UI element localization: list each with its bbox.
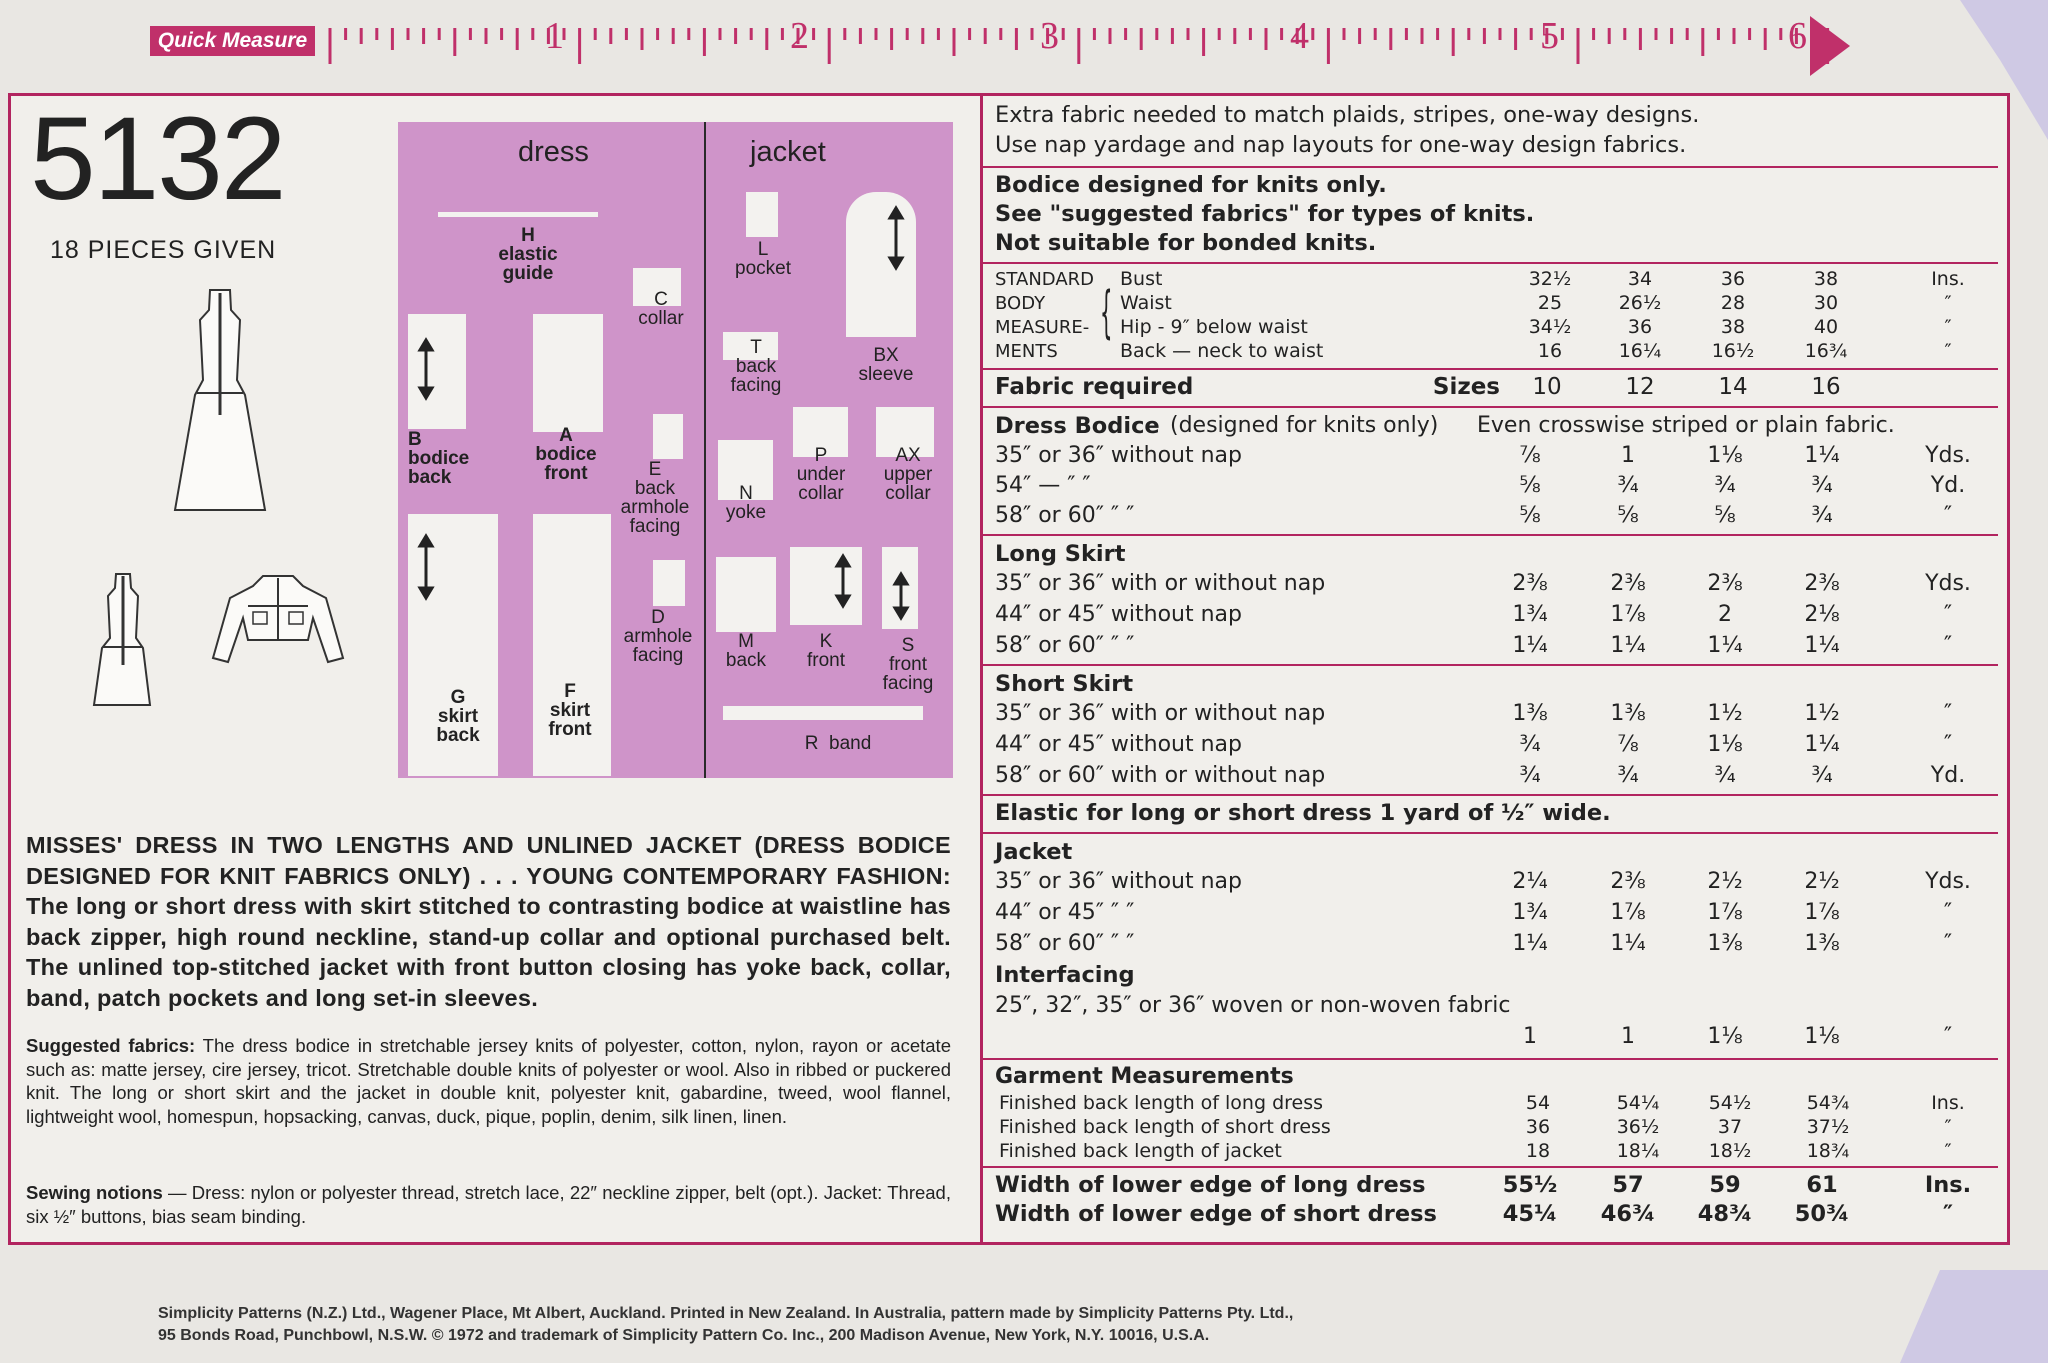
- column-divider: [980, 93, 983, 1245]
- dress-bodice-row: [995, 443, 1995, 473]
- fabric-required-label: Fabric required: [995, 374, 1194, 400]
- long-skirt-value: 2⅜: [1804, 571, 1840, 596]
- body-measure-unit: Ins.: [1931, 268, 1965, 290]
- body-measure-label: Waist: [1120, 292, 1172, 314]
- label-h: H elastic guide: [498, 225, 558, 284]
- measure-brace: {: [1100, 280, 1113, 345]
- lower-edge-width-value: 46¾: [1600, 1201, 1656, 1227]
- body-measure-value: 34½: [1528, 316, 1572, 338]
- dress-bodice-note: (designed for knits only): [1170, 413, 1439, 438]
- tape-number-1: 1: [545, 15, 564, 57]
- short-skirt-value: ¾: [1617, 763, 1639, 788]
- garment-measure-value: 37½: [1806, 1116, 1850, 1138]
- lower-edge-width-label: Width of lower edge of short dress: [995, 1201, 1437, 1227]
- long-skirt-value: 2⅜: [1512, 571, 1548, 596]
- note-nap-yardage: Use nap yardage and nap layouts for one-way design fabrics.: [995, 132, 1687, 158]
- pieces-given: 18 PIECES GIVEN: [50, 236, 277, 264]
- garment-measure-label: Finished back length of jacket: [999, 1140, 1282, 1162]
- interfacing-10: 1: [1523, 1024, 1537, 1049]
- body-measure-value: 16¼: [1618, 340, 1662, 362]
- short-skirt-unit: Yd.: [1930, 763, 1966, 788]
- jacket-row: [995, 900, 1995, 930]
- label-r: R band: [804, 733, 872, 754]
- sewing-notions-text: — Dress: nylon or polyester thread, stretch lace, 22″ neckline zipper, belt (opt.). Jacket: Thread, six ½″ buttons, bias seam binding.: [26, 1182, 951, 1227]
- body-measure-unit: ″: [1944, 292, 1952, 314]
- garment-measure-unit: ″: [1944, 1116, 1952, 1138]
- garment-measure-value: 37: [1717, 1116, 1743, 1138]
- jacket-value: 1¼: [1610, 931, 1646, 956]
- body-measure-row: [995, 316, 1995, 340]
- body-measure-unit: ″: [1944, 316, 1952, 338]
- long-skirt-label: 58″ or 60″ ″ ″: [995, 633, 1135, 658]
- body-measure-value: 38: [1813, 268, 1839, 290]
- long-skirt-heading: Long Skirt: [995, 541, 1126, 567]
- long-skirt-label: 35″ or 36″ with or without nap: [995, 571, 1326, 596]
- cutting-layout: [398, 122, 953, 778]
- dress-bodice-value: ¾: [1811, 503, 1833, 528]
- garment-measure-row: [995, 1116, 1995, 1140]
- short-skirt-value: 1½: [1707, 701, 1743, 726]
- jacket-value: 1¾: [1512, 900, 1548, 925]
- lower-edge-width-unit: Ins.: [1924, 1172, 1972, 1198]
- dress-bodice-note-2: Even crosswise striped or plain fabric.: [1477, 413, 1895, 438]
- lower-edge-width-label: Width of lower edge of long dress: [995, 1172, 1426, 1198]
- body-measure-unit: ″: [1944, 340, 1952, 362]
- jacket-label: 35″ or 36″ without nap: [995, 869, 1242, 894]
- jacket-unit: Yds.: [1925, 869, 1971, 894]
- measuring-tape: [110, 6, 1850, 84]
- sizes-label: Sizes: [1432, 374, 1500, 400]
- label-t: T back facing: [730, 337, 782, 396]
- rule: [983, 368, 1998, 370]
- jacket-value: 1⅜: [1707, 931, 1743, 956]
- dress-bodice-row: [995, 503, 1995, 533]
- measure-label-line: STANDARD: [995, 269, 1095, 290]
- label-c: C collar: [638, 289, 684, 329]
- interfacing-unit: ″: [1943, 1024, 1953, 1049]
- garment-measure-value: 54½: [1708, 1092, 1752, 1114]
- short-skirt-value: ¾: [1714, 763, 1736, 788]
- label-k: K front: [806, 631, 846, 671]
- tape-number-6: 6: [1788, 15, 1807, 57]
- short-skirt-unit: ″: [1943, 732, 1953, 757]
- jacket-unit: ″: [1943, 931, 1953, 956]
- short-skirt-row: [995, 701, 1995, 731]
- dress-bodice-value: 1¼: [1804, 443, 1840, 468]
- measure-label-line: BODY: [995, 293, 1046, 314]
- lower-edge-width-value: 48¾: [1697, 1201, 1753, 1227]
- dress-bodice-unit: Yd.: [1930, 473, 1966, 498]
- body-measure-value: 40: [1813, 316, 1839, 338]
- garment-measure-value: 54¼: [1616, 1092, 1660, 1114]
- short-skirt-label: 58″ or 60″ with or without nap: [995, 763, 1326, 788]
- body-measure-value: 28: [1720, 292, 1746, 314]
- long-skirt-unit: ″: [1943, 633, 1953, 658]
- note-bodice-knits: Bodice designed for knits only.: [995, 172, 1387, 198]
- suggested-fabrics-text: The dress bodice in stretchable jersey knits of polyester, cotton, nylon, rayon or acetate such as: matte jersey, cire jersey, tricot. Stretchable double knits of polyester or wool. Also in ribbed or puckered knit. The long or short skirt and the jacket in double knit, polyester knit, gabardine, tweed, wool flannel, lightweight wool, homespun, hopsacking, canvas, duck, pique, poplin, denim, silk linen, linen.: [26, 1035, 951, 1127]
- jacket-row: [995, 931, 1995, 961]
- dress-bodice-value: 1: [1621, 443, 1635, 468]
- long-skirt-value: 2⅜: [1707, 571, 1743, 596]
- quick-measure-badge: Quick Measure: [150, 26, 315, 56]
- lower-edge-width-value: 45¼: [1502, 1201, 1558, 1227]
- rule: [983, 1058, 1998, 1060]
- body-measure-label: Bust: [1120, 268, 1163, 290]
- layout-jacket-title: jacket: [750, 136, 826, 168]
- garment-measurements-heading: Garment Measurements: [995, 1064, 1294, 1089]
- measure-label-line: MEASURE-: [995, 317, 1090, 338]
- jacket-value: 2½: [1707, 869, 1743, 894]
- measure-label-line: MENTS: [995, 341, 1058, 362]
- short-dress-sketch: [88, 570, 158, 710]
- jacket-value: 1⅞: [1804, 900, 1840, 925]
- lower-edge-width-value: 50¾: [1794, 1201, 1850, 1227]
- dress-bodice-unit: Yds.: [1925, 443, 1971, 468]
- pattern-description: MISSES' DRESS IN TWO LENGTHS AND UNLINED JACKET (DRESS BODICE DESIGNED FOR KNIT FABRICS ONLY) . . . YOUNG CONTEMPORARY FASHION: The long or short dress with skirt stitched to contrasting bodice at waistline has back zipper, high round neckline, stand-up collar and optional purchased belt. The unlined top-stitched jacket with front button closing has yoke back, collar, band, patch pockets and long set-in sleeves.: [26, 832, 951, 1011]
- size-12: 12: [1625, 374, 1655, 400]
- dress-bodice-label: 54″ — ″ ″: [995, 473, 1091, 498]
- short-skirt-value: 1⅜: [1610, 701, 1646, 726]
- label-d: D armhole facing: [623, 607, 693, 666]
- body-measure-value: 32½: [1528, 268, 1572, 290]
- body-measure-value: 30: [1813, 292, 1839, 314]
- garment-measure-value: 18½: [1708, 1140, 1752, 1162]
- lower-edge-width-row: [995, 1201, 1995, 1231]
- elastic-text: Elastic for long or short dress 1 yard of ½″ wide.: [995, 800, 1611, 826]
- garment-measure-unit: ″: [1944, 1140, 1952, 1162]
- jacket-value: 1⅞: [1707, 900, 1743, 925]
- short-skirt-value: ¾: [1519, 763, 1541, 788]
- lower-edge-width-value: 57: [1612, 1172, 1644, 1198]
- rule: [983, 406, 1998, 408]
- long-skirt-value: 2: [1718, 602, 1732, 627]
- dress-bodice-row: [995, 473, 1995, 503]
- body-measure-value: 16: [1537, 340, 1563, 362]
- body-measure-value: 16½: [1711, 340, 1755, 362]
- dress-bodice-value: ⅝: [1714, 503, 1736, 528]
- interfacing-heading: Interfacing: [995, 962, 1135, 988]
- long-skirt-value: 2⅜: [1610, 571, 1646, 596]
- short-skirt-value: ¾: [1519, 732, 1541, 757]
- body-measure-value: 36: [1627, 316, 1653, 338]
- long-skirt-value: 1¼: [1804, 633, 1840, 658]
- long-skirt-value: 1⅞: [1610, 602, 1646, 627]
- jacket-value: 1¼: [1512, 931, 1548, 956]
- dress-bodice-value: ¾: [1617, 473, 1639, 498]
- body-measure-row: [995, 340, 1995, 364]
- garment-measure-row: [995, 1092, 1995, 1116]
- label-m: M back: [725, 631, 767, 671]
- short-skirt-value: 1⅜: [1512, 701, 1548, 726]
- tape-number-4: 4: [1290, 15, 1309, 57]
- short-skirt-value: 1½: [1804, 701, 1840, 726]
- body-measure-value: 26½: [1618, 292, 1662, 314]
- short-skirt-value: 1⅛: [1707, 732, 1743, 757]
- jacket-value: 2⅜: [1610, 869, 1646, 894]
- dress-bodice-value: ⅝: [1519, 503, 1541, 528]
- publisher-footer: [158, 1303, 1638, 1347]
- short-skirt-row: [995, 763, 1995, 793]
- interfacing-16: 1⅛: [1804, 1024, 1840, 1049]
- lower-edge-width-row: [995, 1172, 1995, 1202]
- label-b: B bodice back: [408, 429, 470, 488]
- rule: [983, 262, 1998, 264]
- short-skirt-label: 44″ or 45″ without nap: [995, 732, 1242, 757]
- garment-measure-value: 36: [1525, 1116, 1551, 1138]
- lower-edge-width-value: 61: [1806, 1172, 1838, 1198]
- garment-measure-value: 54¾: [1806, 1092, 1850, 1114]
- garment-measure-unit: Ins.: [1931, 1092, 1965, 1114]
- footer-line-2: 95 Bonds Road, Punchbowl, N.S.W. © 1972 and trademark of Simplicity Pattern Co. Inc., 200 Madison Avenue, New York, N.Y. 10016, U.S.A.: [158, 1327, 1210, 1344]
- garment-measure-row: [995, 1140, 1995, 1164]
- tape-number-5: 5: [1540, 15, 1559, 57]
- dress-bodice-value: 1⅛: [1707, 443, 1743, 468]
- rule: [983, 832, 1998, 834]
- body-measure-row: [995, 292, 1995, 316]
- lower-edge-width-value: 59: [1709, 1172, 1741, 1198]
- suggested-fabrics-label: Suggested fabrics:: [26, 1035, 196, 1056]
- label-g: G skirt back: [436, 687, 480, 746]
- garment-measure-label: Finished back length of long dress: [999, 1092, 1324, 1114]
- short-skirt-value: 1¼: [1804, 732, 1840, 757]
- short-skirt-heading: Short Skirt: [995, 671, 1134, 697]
- long-skirt-row: [995, 602, 1995, 632]
- label-f: F skirt front: [548, 681, 592, 740]
- size-14: 14: [1718, 374, 1748, 400]
- label-e: E back armhole facing: [620, 459, 690, 537]
- body-measure-value: 25: [1537, 292, 1563, 314]
- body-measure-value: 38: [1720, 316, 1746, 338]
- short-skirt-unit: ″: [1943, 701, 1953, 726]
- label-bx: BX sleeve: [858, 345, 914, 385]
- long-skirt-row: [995, 571, 1995, 601]
- jacket-label: 58″ or 60″ ″ ″: [995, 931, 1135, 956]
- dress-bodice-heading: Dress Bodice: [995, 413, 1160, 439]
- note-not-bonded: Not suitable for bonded knits.: [995, 230, 1377, 256]
- elastic-note: [995, 800, 1611, 826]
- tape-number-2: 2: [790, 15, 809, 57]
- short-skirt-label: 35″ or 36″ with or without nap: [995, 701, 1326, 726]
- garment-measure-value: 36½: [1616, 1116, 1660, 1138]
- rule: [983, 1166, 1998, 1168]
- jacket-unit: ″: [1943, 900, 1953, 925]
- label-n: N yoke: [725, 483, 767, 523]
- rule: [983, 664, 1998, 666]
- jacket-value: 2½: [1804, 869, 1840, 894]
- dress-bodice-value: ⅞: [1519, 443, 1541, 468]
- interfacing-row: [995, 1024, 1995, 1054]
- long-skirt-unit: ″: [1943, 602, 1953, 627]
- garment-measure-value: 18: [1525, 1140, 1551, 1162]
- body-measure-value: 16¾: [1804, 340, 1848, 362]
- grainline-arrows: [398, 122, 953, 778]
- long-skirt-label: 44″ or 45″ without nap: [995, 602, 1242, 627]
- layout-dress-title: dress: [518, 136, 589, 168]
- long-skirt-unit: Yds.: [1925, 571, 1971, 596]
- jacket-sketch: [208, 568, 348, 668]
- lower-edge-width-value: 55½: [1502, 1172, 1558, 1198]
- label-a: A bodice front: [535, 425, 597, 484]
- garment-measure-value: 18¾: [1806, 1140, 1850, 1162]
- dress-bodice-value: ¾: [1811, 473, 1833, 498]
- pattern-number: 5132: [30, 93, 285, 225]
- long-skirt-value: 1¾: [1512, 602, 1548, 627]
- body-measure-label: Back — neck to waist: [1120, 340, 1324, 362]
- tape-number-3: 3: [1040, 15, 1059, 57]
- long-skirt-value: 1¼: [1610, 633, 1646, 658]
- garment-measure-value: 18¼: [1616, 1140, 1660, 1162]
- dress-bodice-label: 35″ or 36″ without nap: [995, 443, 1242, 468]
- dress-bodice-value: ¾: [1714, 473, 1736, 498]
- dress-bodice-label: 58″ or 60″ ″ ″: [995, 503, 1135, 528]
- lower-edge-width-unit: ″: [1942, 1201, 1954, 1227]
- short-skirt-value: ¾: [1811, 763, 1833, 788]
- jacket-value: 2¼: [1512, 869, 1548, 894]
- body-measure-value: 36: [1720, 268, 1746, 290]
- fabric-required-row: [995, 374, 1995, 404]
- sewing-notions: [26, 1181, 951, 1228]
- long-skirt-value: 1¼: [1707, 633, 1743, 658]
- rule: [983, 166, 1998, 168]
- dress-bodice-value: ⅝: [1519, 473, 1541, 498]
- long-skirt-value: 2⅛: [1804, 602, 1840, 627]
- long-dress-sketch: [165, 285, 275, 520]
- body-measure-row: [995, 268, 1995, 292]
- size-10: 10: [1532, 374, 1562, 400]
- interfacing-14: 1⅛: [1707, 1024, 1743, 1049]
- label-l: L pocket: [735, 239, 791, 279]
- body-measure-value: 34: [1627, 268, 1653, 290]
- note-extra-fabric: Extra fabric needed to match plaids, stripes, one-way designs.: [995, 102, 1700, 128]
- label-s: S front facing: [882, 635, 934, 694]
- envelope-corner-bottom: [1860, 1270, 2048, 1363]
- garment-measure-value: 54: [1525, 1092, 1551, 1114]
- suggested-fabrics: [26, 1034, 951, 1128]
- long-skirt-value: 1¼: [1512, 633, 1548, 658]
- jacket-value: 1⅞: [1610, 900, 1646, 925]
- jacket-label: 44″ or 45″ ″ ″: [995, 900, 1135, 925]
- size-16: 16: [1811, 374, 1841, 400]
- label-ax: AX upper collar: [883, 445, 933, 504]
- garment-measure-label: Finished back length of short dress: [999, 1116, 1331, 1138]
- dress-bodice-unit: ″: [1943, 503, 1953, 528]
- note-suggested-knits: See "suggested fabrics" for types of knits.: [995, 201, 1535, 227]
- jacket-row: [995, 869, 1995, 899]
- label-p: P under collar: [796, 445, 846, 504]
- sewing-notions-label: Sewing notions: [26, 1182, 163, 1203]
- footer-line-1: Simplicity Patterns (N.Z.) Ltd., Wagener Place, Mt Albert, Auckland. Printed in New Zealand. In Australia, pattern made by Simplicity Patterns Pty. Ltd.,: [158, 1305, 1294, 1322]
- short-skirt-value: ⅞: [1617, 732, 1639, 757]
- interfacing-label: 25″, 32″, 35″ or 36″ woven or non-woven fabric: [995, 993, 1511, 1018]
- tape-ticks: [110, 6, 1850, 84]
- long-skirt-row: [995, 633, 1995, 663]
- body-measure-label: Hip - 9″ below waist: [1120, 316, 1308, 338]
- rule: [983, 534, 1998, 536]
- short-skirt-row: [995, 732, 1995, 762]
- dress-bodice-value: ⅝: [1617, 503, 1639, 528]
- jacket-value: 1⅜: [1804, 931, 1840, 956]
- interfacing-12: 1: [1621, 1024, 1635, 1049]
- jacket-heading: Jacket: [995, 839, 1073, 865]
- rule: [983, 794, 1998, 796]
